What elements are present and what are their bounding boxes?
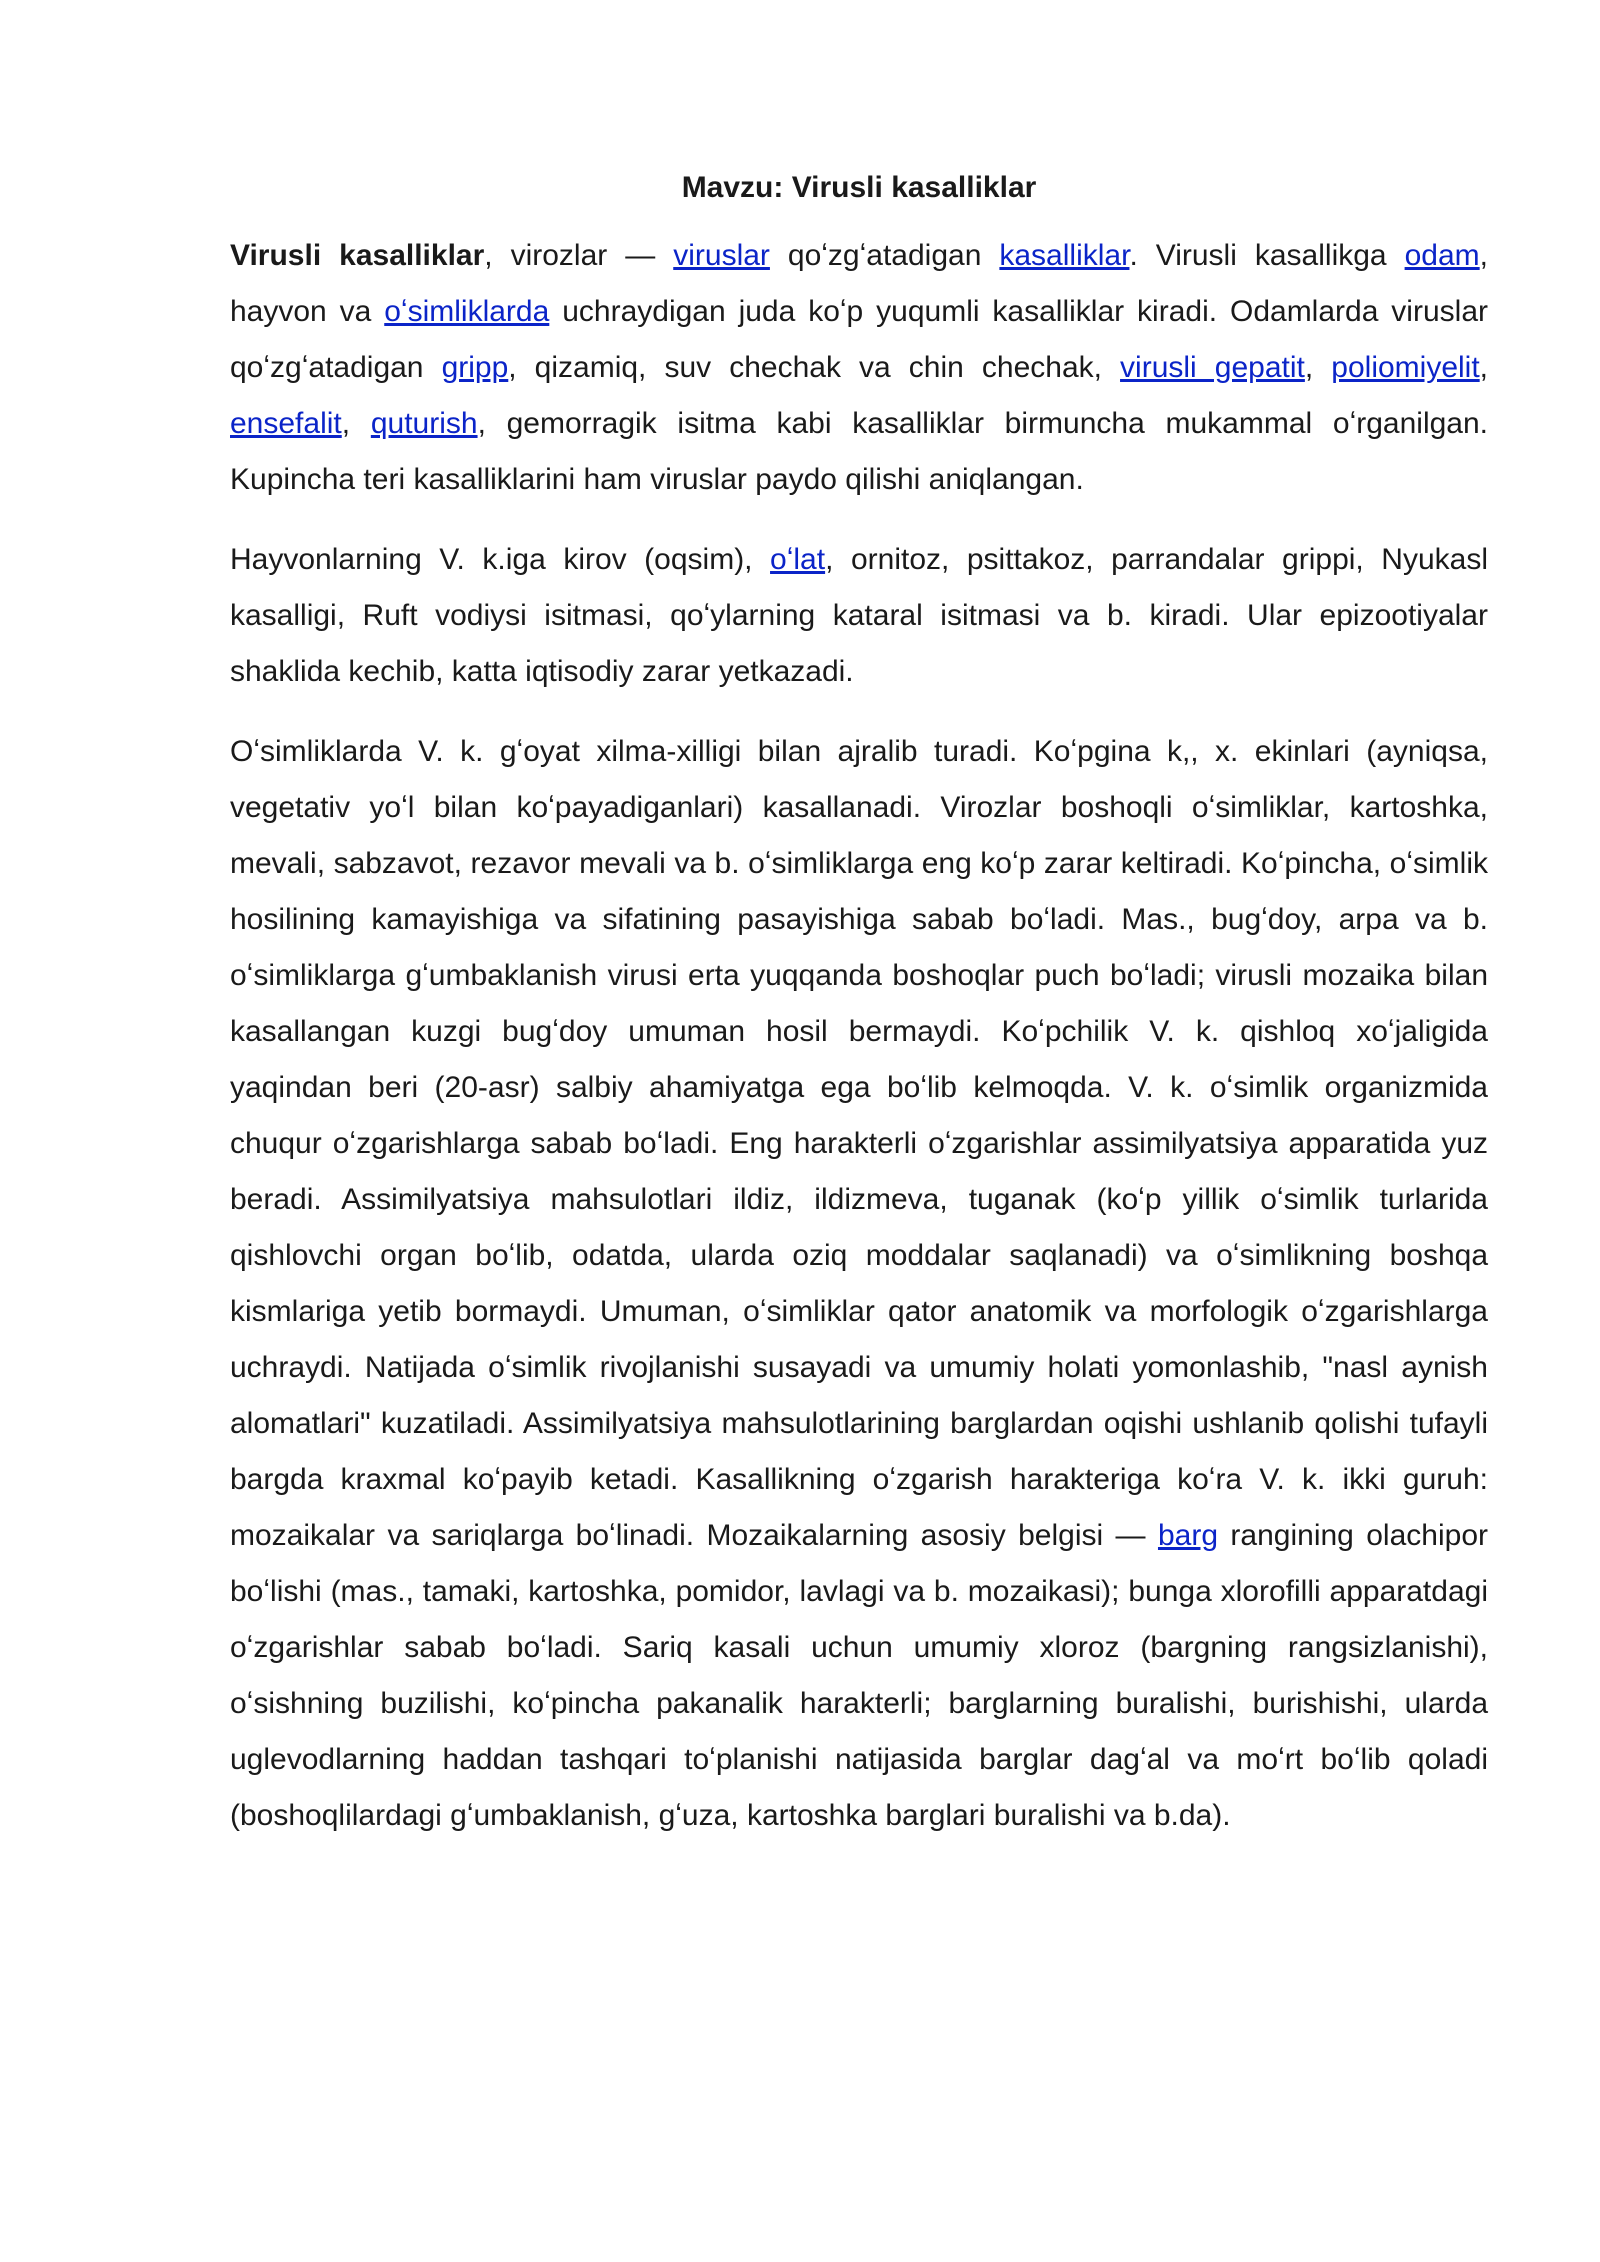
text-span: Oʻsimliklarda V. k. gʻoyat xilma-xilligi bilan ajralib turadi. Koʻpgina k,, x. ekinlari (ayniqsa, vegetativ yoʻl bilan koʻpayadiganlari) kasallanadi. Virozlar boshoqli oʻsimliklar, kartoshka, mevali, sabzavot, rezavor mevali va b. oʻsimliklarga eng koʻp zarar keltiradi. Koʻpincha, oʻsimlik hosilining kamayishiga va sifatining pasayishiga sabab boʻladi. Mas., bugʻdoy, arpa va b. oʻsimliklarga gʻumbaklanish virusi erta yuqqanda boshoqlar puch boʻladi; virusli mozaika bilan kasallangan kuzgi bugʻdoy umuman hosil bermaydi. Koʻpchilik V. k. qishloq xoʻjaligida yaqindan beri (20-asr) salbiy ahamiyatga ega boʻlib kelmoqda. V. k. oʻsimlik organizmida chuqur oʻzgarishlarga sabab boʻladi. Eng harakterli oʻzgarishlar assimilyatsiya apparatida yuz beradi. Assimilyatsiya mahsulotlari ildiz, ildizmeva, tuganak (koʻp yillik oʻsimlik turlarida qishlovchi organ boʻlib, odatda, ularda oziq moddalar saqlanadi) va oʻsimlikning boshqa kismlariga yetib bormaydi. Umuman, oʻsimliklar qator anatomik va morfologik oʻzgarishlarga uchraydi. Natijada oʻsimlik rivojlanishi susayadi va umumiy holati yomonlashib, "nasl aynish alomatlari" kuzatiladi. Assimilyatsiya mahsulotlarining barglardan oqishi ushlanib qolishi tufayli bargda kraxmal koʻpayib ketadi. Kasallikning oʻzgarish harakteriga koʻra V. k. ikki guruh: mozaikalar va sariqlarga boʻlinadi. Mozaikalarning asosiy belgisi — — [230, 735, 1488, 1552]
text-span: qoʻzgʻatadigan — [769, 239, 1000, 272]
document-page — [230, 160, 1488, 1868]
text-span: , gemorragik isitma kabi kasalliklar birmuncha mukammal oʻrganilgan. Kupincha teri kasalliklarini ham viruslar paydo qilishi aniqlangan. — [230, 407, 1489, 496]
link-ensefalit[interactable]: ensefalit — [230, 407, 342, 440]
text-span: rangining olachipor boʻlishi (mas., tamaki, kartoshka, pomidor, lavlagi va b. mozaikasi); bunga xlorofilli apparatdagi oʻzgarishlar sabab boʻladi. Sariq kasali uchun umumiy xloroz (bargning rangsizlanishi), oʻsishning buzilishi, koʻpincha pakanalik harakterli; barglarning buralishi, burishishi, ularda uglevodlarning haddan tashqari toʻplanishi natijasida barglar dagʻal va moʻrt boʻlib qoladi (boshoqlilardagi gʻumbaklanish, gʻuza, kartoshka barglari buralishi va b.da). — [230, 1519, 1488, 1832]
text-span: , virozlar — — [484, 239, 674, 272]
link-poliomiyelit[interactable]: poliomiyelit — [1331, 351, 1480, 384]
page-title: Mavzu: Virusli kasalliklar — [681, 171, 1037, 204]
link-barg[interactable]: barg — [1157, 1519, 1219, 1552]
link-virusli-gepatit[interactable]: virusli gepatit — [1120, 351, 1305, 384]
text-span: , ornitoz, psittakoz, parrandalar grippi, Nyukasl kasalligi, Ruft vodiysi isitmasi, qoʻylarning kataral isitmasi va b. kiradi. Ular epizootiyalar shaklida kechib, katta iqtisodiy zarar yetkazadi. — [230, 543, 1488, 688]
text-span: , qizamiq, suv chechak va chin chechak, — [508, 351, 1121, 384]
paragraph-intro — [230, 228, 1488, 508]
link-odam[interactable]: odam — [1404, 239, 1480, 272]
link-kasalliklar[interactable]: kasalliklar — [999, 239, 1130, 272]
paragraph-plants — [230, 724, 1488, 1844]
text-span: Hayvonlarning V. k.iga kirov (oqsim), — [230, 543, 771, 576]
text-span: , — [1479, 351, 1489, 384]
text-span: , — [341, 407, 371, 440]
text-span: , hayvon va — [230, 239, 1488, 328]
link-gripp[interactable]: gripp — [441, 351, 509, 384]
link-viruslar[interactable]: viruslar — [673, 239, 770, 272]
paragraph-animals — [230, 532, 1488, 700]
bold-term: Virusli kasalliklar — [230, 239, 485, 272]
text-span: , — [1304, 351, 1332, 384]
text-span: . Virusli kasallikga — [1129, 239, 1405, 272]
link-olat[interactable]: oʻlat — [770, 543, 826, 576]
link-osimliklarda[interactable]: oʻsimliklarda — [384, 295, 550, 328]
link-quturish[interactable]: quturish — [370, 407, 478, 440]
text-span: uchraydigan juda koʻp yuqumli kasalliklar kiradi. Odamlarda viruslar qoʻzgʻatadigan — [230, 295, 1488, 384]
